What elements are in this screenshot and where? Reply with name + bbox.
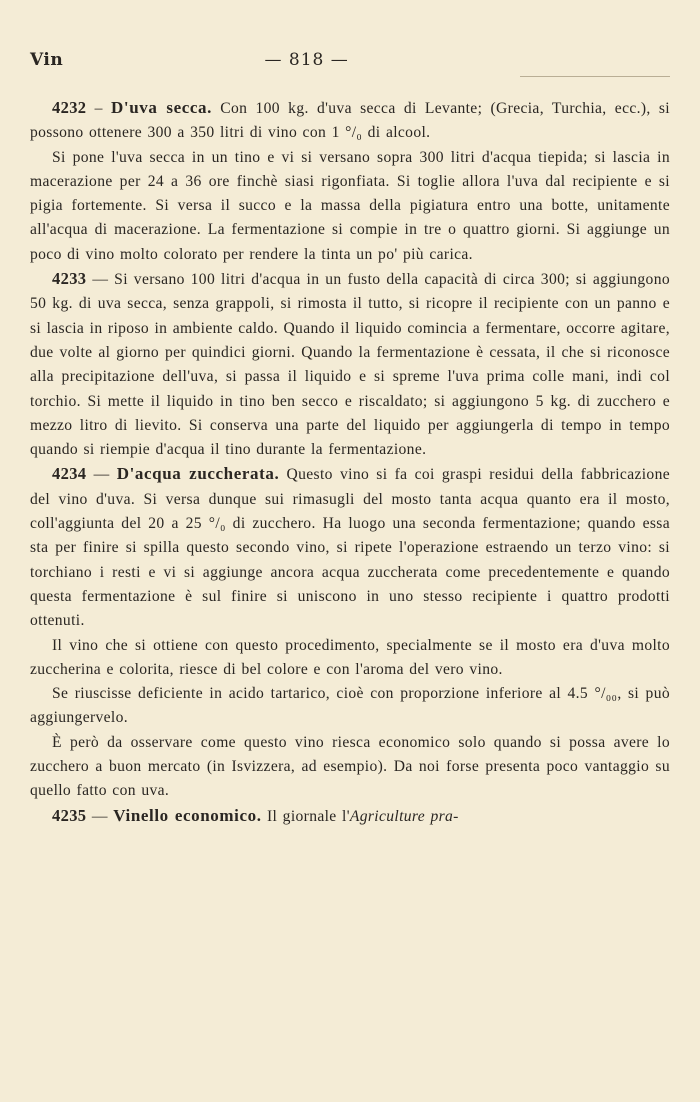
entry-4232-paragraph: Si pone l'uva secca in un tino e vi si versano sopra 300 litri d'acqua tiepida; si lascia in macerazione per 24 a 36 ore finchè siasi rigonfiata. Si toglie allora l'uva dal recipiente e si pigia fortemente. Si versa il succo e la massa della pigiatura entro una botte, unitamente all'acqua di macerazione. La fermentazione si compie in tre o quattro giorni. Si aggiunge un poco di vino molto colorato per rendere la tinta un po' più carica. xyxy=(30,148,670,263)
header-rule xyxy=(520,76,670,77)
section-title: Vin xyxy=(30,50,64,70)
entry-4233 xyxy=(30,267,670,462)
page-number: — 818 — xyxy=(264,50,349,70)
entry-4234-paragraph-3: Se riuscisse deficiente in acido tartarico, cioè con proporzione inferiore al 4.5 °/₀₀, si può aggiungervelo. xyxy=(30,685,670,727)
italic-title: Agriculture pra- xyxy=(349,807,459,825)
entry-4234-paragraph-2: Il vino che si ottiene con questo procedimento, specialmente se il mosto era d'uva molto zuccherina e colorita, riesce di bel colore e con l'aroma del vero vino. xyxy=(30,636,670,678)
entry-4235-intro xyxy=(30,804,670,829)
paragraph-text: Questo vino si fa coi graspi residui della fabbricazione del vino d'uva. Si versa dunque sui rimasugli del mosto tanta acqua quanto era il mosto, coll'aggiunta del 20 a 25 °/₀ di zucchero. Ha luogo una seconda fermentazione; quando essa sta per finire si spilla questo secondo vino, si ripete l'operazione estraendo un terzo vino: si torchiano i resti e vi si aggiunge ancora acqua zuccherata come precedentemente e quando questa fermentazione è sul finire si uniscono in uno stesso recipiente i quattro prodotti ottenuti. xyxy=(30,466,670,630)
running-head xyxy=(30,50,670,76)
paragraph-text: Con 100 kg. d'uva secca di Levante; (Grecia, Turchia, ecc.), si possono ottenere 300 a 350 litri di vino con 1 °/₀ di alcool. xyxy=(30,100,670,142)
entry-number: 4235 xyxy=(52,805,87,825)
entry-number: 4232 xyxy=(52,98,87,117)
entry-4232-intro xyxy=(30,96,670,146)
paragraph-text: — Si versano 100 litri d'acqua in un fusto della capacità di circa 300; si aggiungono 50 kg. di uva secca, senza grappoli, si rimosta il tutto, si ricopre il recipiente con un panno e si lascia in riposo in ambiente caldo. Quando il liquido comincia a fermentare, occorre agitare, due volte al giorno per quindici giorni. Quando la fermentazione è cessata, il che si riconosce alla precipitazione dell'uva, si passa il liquido e si spreme l'uva prima colle mani, indi col torchio. Si mette il liquido in tino ben secco e riscaldato; si aggiungono 5 kg. di zucchero e mezzo litro di lievito. Si conserva una parte del liquido per aggiungerla di tempo in tempo quando si riempie d'acqua il tino durante la fermentazione. xyxy=(30,271,670,459)
body-text xyxy=(30,96,670,829)
entry-number: 4234 xyxy=(52,464,87,484)
entry-4234-paragraph-4: È però da osservare come questo vino riesca economico solo quando si possa avere lo zucchero a buon mercato (in Isvizzera, ad esempio). Da noi forse presenta poco vantaggio su quello fatto con uva. xyxy=(30,733,670,800)
entry-number: 4233 xyxy=(52,269,87,289)
entry-dash: — xyxy=(86,807,114,825)
entry-heading: D'uva secca. xyxy=(111,98,212,117)
entry-heading: D'acqua zuccherata. xyxy=(116,464,280,484)
entry-4234-intro xyxy=(30,462,670,633)
entry-dash: – xyxy=(86,100,112,117)
entry-heading: Vinello economico. xyxy=(113,805,262,825)
entry-dash: — xyxy=(86,466,117,484)
paragraph-text: Il giornale l' xyxy=(261,807,350,825)
